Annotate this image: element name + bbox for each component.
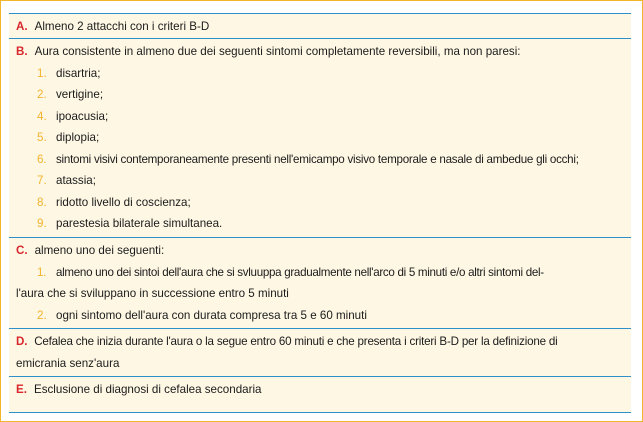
list-item bbox=[16, 305, 625, 327]
criterion-letter: A. bbox=[16, 20, 28, 33]
criterion-c bbox=[9, 238, 631, 329]
item-number: 7. bbox=[37, 174, 47, 187]
item-number: 5. bbox=[37, 131, 47, 144]
criterion-d bbox=[9, 329, 631, 377]
item-text: almeno uno dei sintoi dell'aura che si svluuppa gradualmente nell'arco di 5 minuti e/o altri sintomi del- bbox=[56, 265, 544, 279]
criterion-a bbox=[9, 14, 631, 39]
criterion-text: emicrania senz'aura bbox=[16, 356, 120, 370]
item-number: 9. bbox=[37, 217, 47, 230]
criterion-text: Almeno 2 attacchi con i criteri B-D bbox=[34, 20, 210, 33]
item-number: 4. bbox=[37, 109, 47, 123]
item-text: diplopia; bbox=[56, 131, 100, 144]
item-text: disartria; bbox=[56, 66, 101, 80]
item-number: 6. bbox=[37, 152, 47, 166]
criterion-text: Esclusione di diagnosi di cefalea secondaria bbox=[33, 383, 262, 396]
list-item bbox=[16, 127, 625, 149]
item-number: 2. bbox=[37, 308, 47, 322]
item-text: l'aura che si sviluppano in successione entro 5 minuti bbox=[16, 287, 289, 300]
criterion-e bbox=[9, 377, 631, 405]
item-number: 2. bbox=[37, 88, 47, 101]
list-item bbox=[16, 192, 625, 214]
item-text: parestesia bilaterale simultanea. bbox=[56, 217, 223, 230]
criterion-letter: B. bbox=[16, 45, 28, 58]
list-item bbox=[16, 149, 625, 171]
criteria-panel bbox=[9, 13, 631, 413]
list-item bbox=[16, 262, 625, 284]
list-item bbox=[16, 106, 625, 128]
item-text: atassia; bbox=[56, 174, 96, 187]
criterion-text: almeno uno dei seguenti: bbox=[34, 244, 165, 257]
item-text: sintomi visivi contemporaneamente presenti nell'emicampo visivo temporale e nasale di ambedue gli occhi; bbox=[56, 152, 579, 166]
item-text: ipoacusia; bbox=[56, 109, 109, 123]
criterion-letter: E. bbox=[16, 383, 27, 396]
list-item bbox=[16, 63, 625, 85]
criterion-text: Cefalea che inizia durante l'aura o la segue entro 60 minuti e che presenta i criteri B-D per la definizione di bbox=[34, 335, 558, 348]
list-item bbox=[16, 170, 625, 192]
item-text: vertigine; bbox=[56, 88, 104, 101]
criterion-letter: D. bbox=[16, 335, 28, 348]
criterion-letter: C. bbox=[16, 244, 28, 257]
list-item-continuation bbox=[16, 283, 625, 305]
item-number: 1. bbox=[37, 265, 47, 279]
item-text: ogni sintomo dell'aura con durata compresa tra 5 e 60 minuti bbox=[56, 308, 367, 322]
item-text: ridotto livello di coscienza; bbox=[56, 195, 191, 209]
item-number: 1. bbox=[37, 66, 47, 80]
criterion-continuation bbox=[16, 353, 625, 375]
list-item bbox=[16, 84, 625, 106]
criterion-text: Aura consistente in almeno due dei seguenti sintomi completamente reversibili, ma non paresi: bbox=[34, 45, 521, 58]
item-number: 8. bbox=[37, 195, 47, 209]
criterion-b bbox=[9, 39, 631, 238]
list-item bbox=[16, 213, 625, 235]
